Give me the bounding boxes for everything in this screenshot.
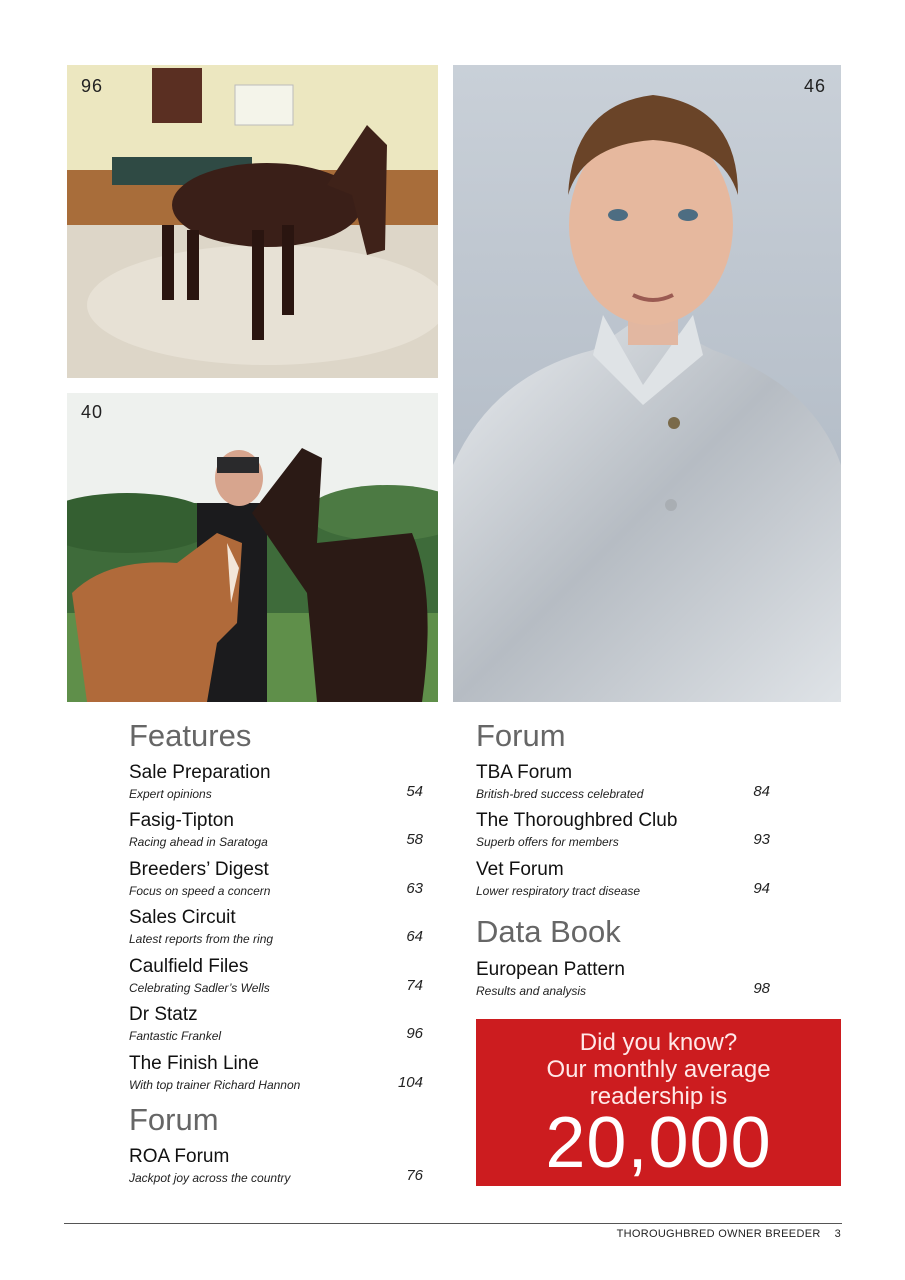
entry-subtitle: British-bred success celebrated: [476, 787, 644, 801]
publication-name: THOROUGHBRED OWNER BREEDER: [616, 1228, 821, 1240]
readership-promo-box: [476, 1019, 841, 1186]
entry-subtitle: Racing ahead in Saratoga: [129, 835, 268, 849]
entry-page-number: 58: [406, 831, 423, 848]
photo-page-number: 96: [81, 76, 104, 96]
features-heading: Features: [129, 718, 252, 753]
entry-subtitle: Superb offers for members: [476, 835, 619, 849]
jockey-portrait-photo: [453, 65, 841, 702]
entry-title: Fasig-Tipton: [129, 810, 234, 831]
entry-page-number: 76: [406, 1167, 423, 1184]
promo-line-2: Our monthly average: [546, 1056, 771, 1083]
entry-title: Vet Forum: [476, 859, 564, 880]
entry-page-number: 98: [753, 980, 770, 997]
data-book-heading: Data Book: [476, 914, 621, 949]
page-footer: [603, 1228, 841, 1240]
entry-page-number: 104: [397, 1074, 423, 1091]
entry-subtitle: Focus on speed a concern: [129, 884, 271, 898]
entry-subtitle: Lower respiratory tract disease: [476, 884, 641, 898]
photo-page-number: 46: [804, 76, 827, 96]
entry-page-number: 96: [406, 1025, 423, 1042]
entry-title: TBA Forum: [476, 762, 573, 783]
entry-page-number: 63: [406, 880, 423, 897]
footer-divider: [64, 1223, 842, 1224]
entry-title: Sales Circuit: [129, 907, 236, 928]
entry-subtitle: Expert opinions: [129, 787, 212, 801]
entry-page-number: 93: [753, 831, 770, 848]
promo-line-3: readership is: [589, 1083, 728, 1110]
entry-title: Sale Preparation: [129, 762, 271, 783]
entry-page-number: 74: [406, 977, 423, 994]
entry-subtitle: Jackpot joy across the country: [129, 1171, 291, 1185]
stable-horse-photo: [67, 65, 438, 378]
entry-title: Caulfield Files: [129, 956, 249, 977]
entry-title: ROA Forum: [129, 1146, 230, 1167]
entry-subtitle: Latest reports from the ring: [129, 932, 274, 946]
forum-heading-left: Forum: [129, 1102, 219, 1137]
promo-text: [476, 1029, 841, 1110]
entry-subtitle: Celebrating Sadler’s Wells: [129, 981, 270, 995]
entry-title: European Pattern: [476, 959, 625, 980]
mare-foal-photo: [67, 393, 438, 702]
promo-line-1: Did you know?: [579, 1029, 738, 1056]
entry-title: Dr Statz: [129, 1004, 198, 1025]
entry-page-number: 84: [753, 783, 770, 800]
entry-subtitle: Results and analysis: [476, 984, 587, 998]
entry-title: The Finish Line: [129, 1053, 259, 1074]
entry-page-number: 54: [406, 783, 423, 800]
page-number: 3: [834, 1228, 841, 1240]
entry-subtitle: With top trainer Richard Hannon: [129, 1078, 301, 1092]
readership-number: 20,000: [545, 1103, 772, 1183]
entry-title: The Thoroughbred Club: [476, 810, 678, 831]
photo-page-number: 40: [81, 402, 104, 422]
entry-title: Breeders’ Digest: [129, 859, 269, 880]
entry-page-number: 64: [406, 928, 423, 945]
forum-heading-right: Forum: [476, 718, 566, 753]
entry-page-number: 94: [753, 880, 770, 897]
entry-subtitle: Fantastic Frankel: [129, 1029, 222, 1043]
